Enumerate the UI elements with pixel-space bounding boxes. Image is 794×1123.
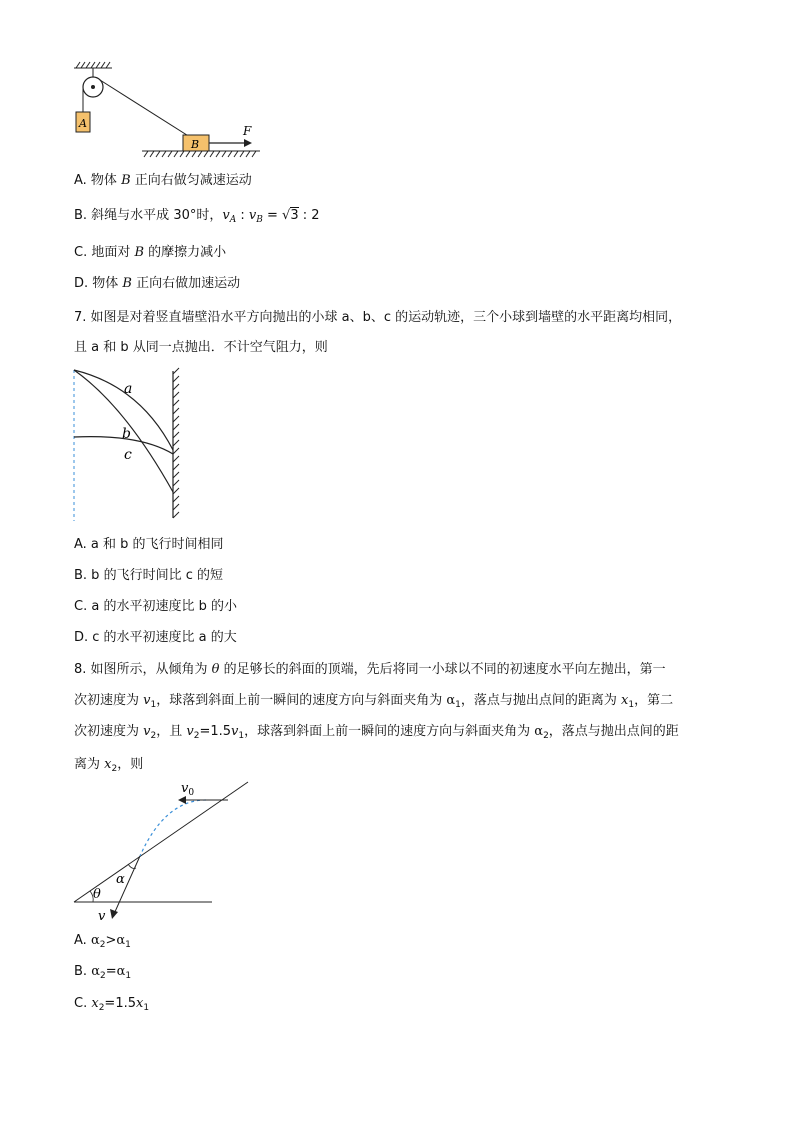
q8-option-b: B. $\alpha_2=\alpha_1$ xyxy=(74,964,132,981)
q7-option-d: D. c 的水平初速度比 a 的大 xyxy=(74,630,237,645)
q8-stem-line4: 离为 $x_2$，则 xyxy=(74,757,144,774)
q6-option-c: C. 地面对 B 的摩擦力减小 xyxy=(74,245,227,260)
ceiling xyxy=(74,62,112,77)
alpha-label: α xyxy=(116,872,125,887)
q7-option-b: B. b 的飞行时间比 c 的短 xyxy=(74,568,223,583)
q6-option-b: B. 斜绳与水平成 30°时，$v_A$ : $v_B = √3$ : 2 xyxy=(74,208,320,225)
pulley-axle xyxy=(91,85,95,89)
parabola-dashed xyxy=(140,800,206,856)
q7-option-c: C. a 的水平初速度比 b 的小 xyxy=(74,599,237,614)
v0-arrowhead xyxy=(178,796,186,804)
force-label: F xyxy=(243,124,252,138)
q7-stem-line1: 7. 如图是对着竖直墙壁沿水平方向抛出的小球 a、b、c 的运动轨迹，三个小球到墙壁的水平距离均相同， xyxy=(74,310,682,325)
label-a: a xyxy=(124,381,133,397)
q8-option-c: C. $x_2=1.5x_1$ xyxy=(74,996,150,1013)
q8-stem-line3: 次初速度为 $v_2$，且 $v_2=1.5v_1$，球落到斜面上前一瞬间的速度方向与斜面夹角为 $\alpha_2$，落点与抛出点间的距 xyxy=(74,724,679,741)
label-c: c xyxy=(124,447,132,463)
label-b: b xyxy=(122,426,131,442)
q8-stem-line2: 次初速度为 $v_1$，球落到斜面上前一瞬间的速度方向与斜面夹角为 $\alpha_1$，落点与抛出点间的距离为 $x_1$，第二 xyxy=(74,693,674,710)
theta-label: θ xyxy=(93,887,101,902)
block-a-label: A xyxy=(79,117,87,130)
q8-stem-line1: 8. 如图所示，从倾角为 θ 的足够长的斜面的顶端，先后将同一小球以不同的初速度水平向左抛出，第一 xyxy=(74,662,666,677)
v-label: v xyxy=(98,909,106,924)
q6-option-a: A. 物体 B 正向右做匀减速运动 xyxy=(74,173,252,188)
v0-label: $v_0$ xyxy=(181,781,195,798)
wall-hatching xyxy=(173,368,179,518)
pulley-figure xyxy=(70,62,270,162)
q7-option-a: A. a 和 b 的飞行时间相同 xyxy=(74,537,224,552)
force-arrowhead xyxy=(244,139,252,147)
q7-stem-line2: 且 a 和 b 从同一点抛出．不计空气阻力，则 xyxy=(74,340,328,355)
velocity-arrowhead xyxy=(110,909,118,919)
sqrt-sign: √ xyxy=(282,208,291,223)
q8-option-a: A. $\alpha_2>\alpha_1$ xyxy=(74,933,131,950)
q6-option-d: D. 物体 B 正向右做加速运动 xyxy=(74,276,241,291)
block-b-label: B xyxy=(191,138,200,151)
incline-figure xyxy=(70,778,260,924)
wall-trajectory-figure xyxy=(70,366,190,524)
ground xyxy=(142,151,260,157)
rope-incline xyxy=(100,80,190,137)
